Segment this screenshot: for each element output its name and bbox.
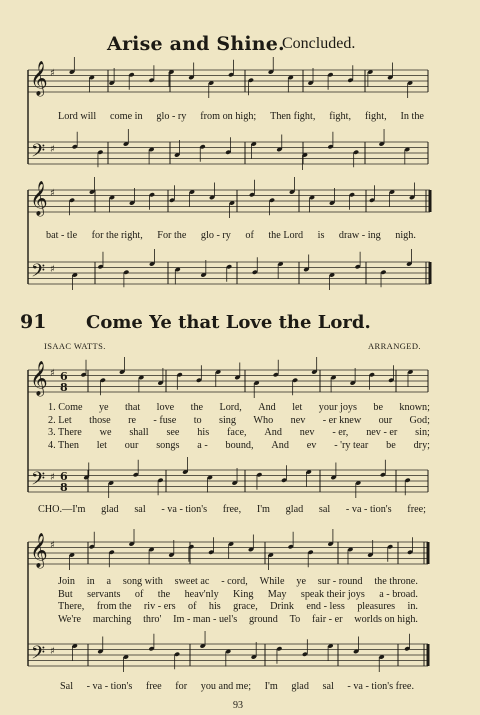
hymn-number: 91 xyxy=(20,311,47,333)
lyric-syllable: While xyxy=(259,576,285,587)
lyric-syllable: Sal xyxy=(60,681,74,692)
sharp-icon: ♯ xyxy=(50,368,55,379)
lyric-syllable: servants xyxy=(87,588,121,600)
lyric-syllable: re xyxy=(128,414,136,426)
lyric-syllable: love xyxy=(156,402,175,413)
lyric-syllable: known; xyxy=(399,402,430,413)
lyric-syllable: sal xyxy=(318,504,331,515)
lyric-syllable: free, xyxy=(222,504,242,515)
lyric-syllable: draw - ing xyxy=(338,230,381,241)
lyric-syllable: sing xyxy=(219,414,236,426)
verse-line xyxy=(58,614,418,627)
lyric-syllable: those xyxy=(89,414,111,426)
lyric-syllable: sin; xyxy=(415,427,430,438)
lyric-syllable: the throne. xyxy=(374,576,418,587)
lyric-syllable: is xyxy=(317,230,325,241)
lyric-syllable: pleasures xyxy=(357,601,396,612)
bass-clef-icon: 𝄢 xyxy=(31,643,46,668)
lyric-syllable: - va - tion's xyxy=(161,504,208,515)
lyric-syllable: sal xyxy=(134,504,146,515)
lyric-syllable: in. xyxy=(407,601,418,612)
lyric-syllable: - 'ry tear xyxy=(334,439,369,451)
time-signature: 8 xyxy=(60,381,68,394)
verse-block-2 xyxy=(58,576,418,626)
lyric-syllable: to xyxy=(193,414,202,426)
lyric-syllable: Who xyxy=(253,414,274,426)
lyric-syllable: let xyxy=(96,439,107,451)
treble-clef-icon: 𝄞 xyxy=(30,181,48,216)
lyric-syllable: sal xyxy=(322,681,334,692)
verse-line xyxy=(48,415,430,428)
lyric-syllable: 3. There xyxy=(48,427,82,438)
lyric-syllable: For the xyxy=(157,230,187,241)
bass-clef-icon: 𝄢 xyxy=(31,141,46,166)
verse-line xyxy=(48,402,430,415)
lyric-syllable: end - less xyxy=(306,601,345,612)
lyric-syllable: worlds on high. xyxy=(354,613,418,625)
lyric-syllable: songs xyxy=(156,439,180,451)
lyric-syllable: our xyxy=(378,414,393,426)
bass-clef-icon: 𝄢 xyxy=(31,261,46,286)
sharp-icon: ♯ xyxy=(50,472,55,483)
lyric-syllable: 4. Then xyxy=(48,439,79,451)
lyric-syllable: you and me; xyxy=(200,681,252,692)
lyric-syllable: a xyxy=(106,576,112,587)
lyric-syllable: be xyxy=(373,402,384,413)
time-signature: 6 xyxy=(60,370,68,383)
verse-line xyxy=(48,427,430,440)
lyric-syllable: a - broad. xyxy=(379,588,418,600)
chorus-line xyxy=(38,504,426,515)
lyric-syllable: Lord will xyxy=(58,111,97,122)
lyric-syllable: a - xyxy=(197,439,208,451)
lyric-syllable: come in xyxy=(110,111,143,122)
lyric-syllable: that xyxy=(124,402,141,413)
lyric-syllable: - va - tion's free. xyxy=(347,681,414,692)
lyric-syllable: thro' xyxy=(143,613,162,625)
lyric-syllable: In the xyxy=(400,111,424,122)
lyric-syllable: from the xyxy=(96,601,132,612)
lyric-syllable: his xyxy=(197,427,210,438)
treble-clef-icon: 𝄞 xyxy=(30,361,48,396)
lyric-syllable: the xyxy=(157,588,171,600)
lyric-line xyxy=(58,111,424,122)
treble-clef-icon: 𝄞 xyxy=(30,61,48,96)
lyric-syllable: Join xyxy=(58,576,75,587)
lyric-syllable: sweet ac xyxy=(174,576,210,587)
lyric-syllable: fight, xyxy=(364,111,387,122)
lyric-syllable: - er, xyxy=(332,427,349,438)
lyric-syllable: for xyxy=(175,681,188,692)
sharp-icon: ♯ xyxy=(50,540,55,551)
lyric-syllable: 2. Let xyxy=(48,414,72,426)
lyric-syllable: ye xyxy=(98,402,109,413)
lyric-syllable: nev - er xyxy=(366,427,398,438)
lyric-syllable: King xyxy=(233,588,254,600)
lyric-syllable: riv - ers xyxy=(143,601,176,612)
lyric-syllable: the xyxy=(190,402,204,413)
lyric-syllable: There, xyxy=(58,601,85,612)
lyric-syllable: Im - man - uel's xyxy=(173,613,238,625)
page-number: 93 xyxy=(233,700,243,711)
lyric-syllable: your joys xyxy=(318,402,357,413)
lyric-syllable: I'm xyxy=(256,504,270,515)
lyric-syllable: bound, xyxy=(225,439,254,451)
verse-line xyxy=(58,601,418,614)
lyric-syllable: God; xyxy=(409,414,430,426)
lyric-syllable: free xyxy=(145,681,162,692)
lyric-syllable: And xyxy=(271,439,289,451)
lyric-syllable: sur - round xyxy=(317,576,363,587)
verse-block-1 xyxy=(48,402,430,452)
verse-line xyxy=(58,589,418,602)
lyric-syllable: - fuse xyxy=(153,414,177,426)
lyric-syllable: CHO.—I'm xyxy=(38,504,86,515)
lyric-line xyxy=(46,230,416,241)
lyric-syllable: glad xyxy=(101,504,119,515)
lyric-syllable: heav'nly xyxy=(184,588,219,600)
lyric-syllable: from on high; xyxy=(200,111,257,122)
lyric-syllable: shall xyxy=(129,427,149,438)
lyric-syllable: free; xyxy=(407,504,426,515)
lyric-syllable: the Lord xyxy=(268,230,304,241)
verse-line xyxy=(48,440,430,453)
lyric-syllable: fight, xyxy=(329,111,351,122)
lyric-syllable: be xyxy=(386,439,396,451)
lyric-syllable: And xyxy=(264,427,282,438)
lyric-syllable: And xyxy=(258,402,276,413)
lyric-syllable: nev xyxy=(290,414,306,426)
sharp-icon: ♯ xyxy=(50,144,55,155)
author-credit: ISAAC WATTS. xyxy=(44,341,106,351)
lyric-syllable: we xyxy=(99,427,112,438)
lyric-syllable: grace, xyxy=(233,601,258,612)
chorus-line xyxy=(60,681,414,692)
lyric-syllable: ground xyxy=(248,613,278,625)
sharp-icon: ♯ xyxy=(50,188,55,199)
lyric-syllable: glo - ry xyxy=(156,111,187,122)
sharp-icon: ♯ xyxy=(50,68,55,79)
lyric-syllable: dry; xyxy=(413,439,430,451)
page-title: Arise and Shine. xyxy=(107,33,285,55)
lyric-syllable: let xyxy=(292,402,303,413)
lyric-syllable: nigh. xyxy=(395,230,416,241)
lyric-syllable: fair - er xyxy=(311,613,343,625)
time-signature: 6 xyxy=(60,470,68,483)
time-signature: 8 xyxy=(60,481,68,494)
lyric-syllable: - va - tion's xyxy=(86,681,133,692)
lyric-syllable: 1. Come xyxy=(48,402,83,413)
lyric-syllable: Lord, xyxy=(219,402,242,413)
lyric-syllable: glad xyxy=(285,504,304,515)
lyric-syllable: We're xyxy=(58,613,82,625)
lyric-syllable: - va - tion's xyxy=(345,504,392,515)
lyric-syllable: his xyxy=(208,601,221,612)
lyric-syllable: - cord, xyxy=(221,576,248,587)
lyric-syllable: I'm xyxy=(264,681,278,692)
lyric-syllable: glad xyxy=(291,681,309,692)
verse-line xyxy=(58,576,418,589)
lyric-syllable: of xyxy=(245,230,254,241)
lyric-syllable: May xyxy=(267,588,287,600)
lyric-syllable: of xyxy=(134,588,144,600)
treble-clef-icon: 𝄞 xyxy=(30,533,48,568)
lyric-syllable: glo - ry xyxy=(200,230,231,241)
lyric-syllable: in xyxy=(86,576,95,587)
lyric-syllable: face, xyxy=(227,427,247,438)
sharp-icon: ♯ xyxy=(50,264,55,275)
lyric-syllable: Drink xyxy=(270,601,294,612)
lyric-syllable: - er knew xyxy=(322,414,362,426)
lyric-syllable: ye xyxy=(296,576,306,587)
lyric-syllable: our xyxy=(124,439,139,451)
lyric-syllable: see xyxy=(166,427,180,438)
lyric-syllable: song with xyxy=(122,576,163,587)
bass-clef-icon: 𝄢 xyxy=(31,469,46,494)
lyric-syllable: for the right, xyxy=(91,230,143,241)
lyric-syllable: bat - tle xyxy=(46,230,78,241)
lyric-syllable: marching xyxy=(92,613,132,625)
lyric-syllable: To xyxy=(289,613,301,625)
lyric-syllable: speak their joys xyxy=(300,588,365,600)
page-subtitle: Concluded. xyxy=(282,35,356,52)
lyric-syllable: ev xyxy=(306,439,317,451)
lyric-syllable: of xyxy=(187,601,197,612)
lyric-syllable: But xyxy=(58,588,73,600)
hymn-title: Come Ye that Love the Lord. xyxy=(86,312,371,333)
lyric-syllable: nev xyxy=(299,427,315,438)
arranger-credit: ARRANGED. xyxy=(368,341,421,351)
lyric-syllable: Then fight, xyxy=(270,111,316,122)
sharp-icon: ♯ xyxy=(50,646,55,657)
